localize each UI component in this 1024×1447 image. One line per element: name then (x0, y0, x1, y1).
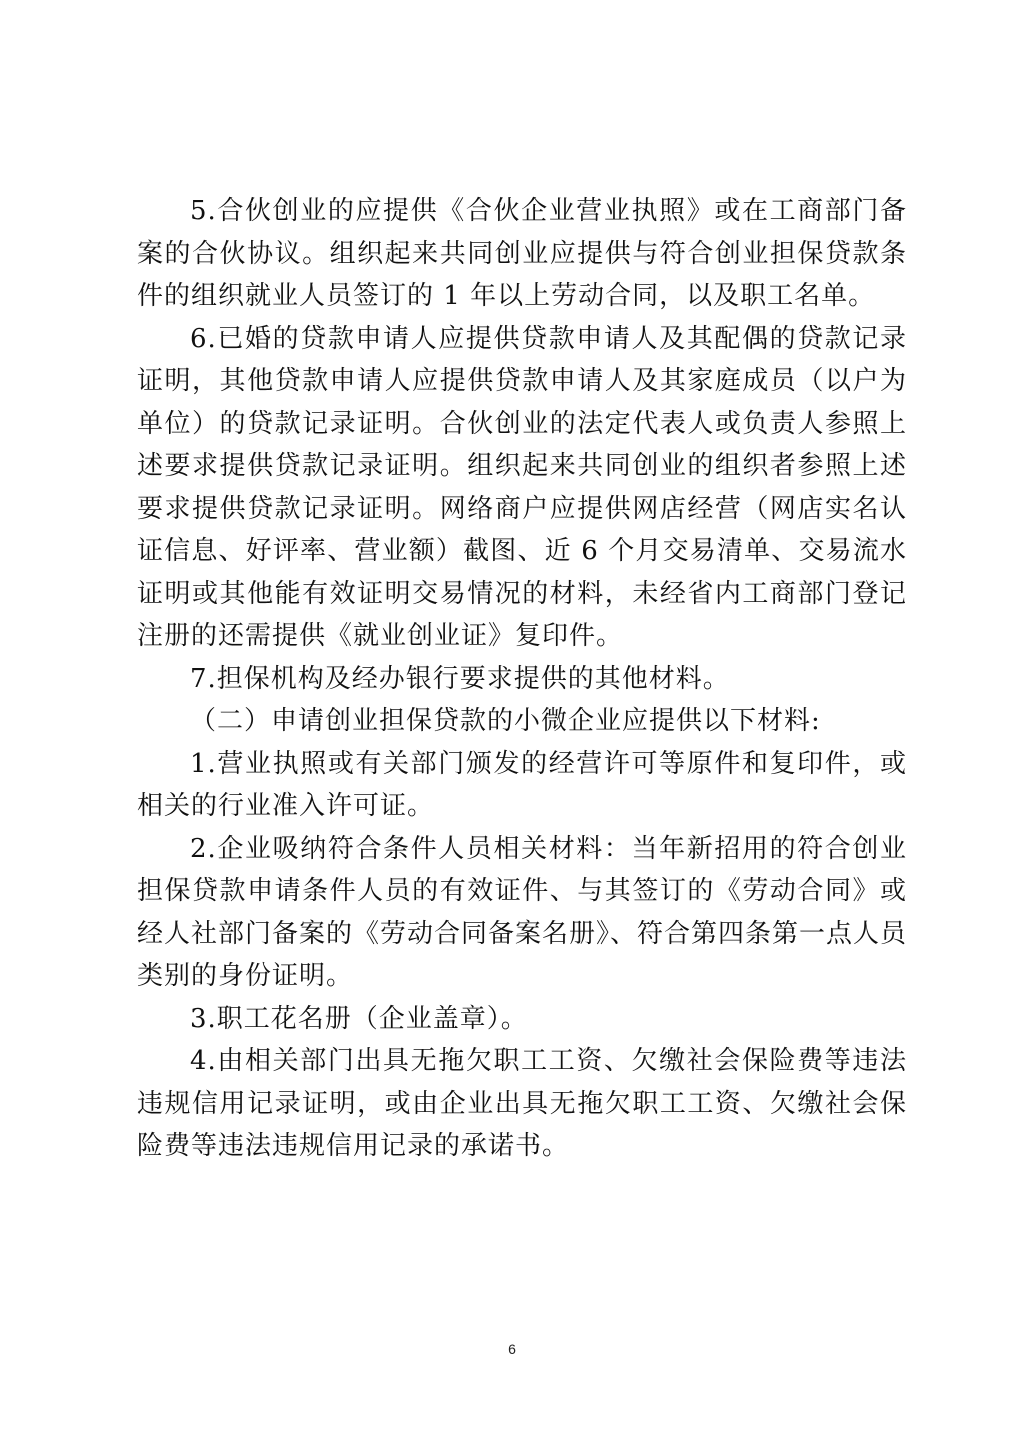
paragraph-item-3: 3.职工花名册（企业盖章）。 (190, 1003, 528, 1034)
paragraph-item-6: 6.已婚的贷款申请人应提供贷款申请人及其配偶的贷款记录证明，其他贷款申请人应提供贷款申请人及其家庭成员（以户为单位）的贷款记录证明。合伙创业的法定代表人或负责人参照上述要求提供贷款记录证明。组织起来共同创业的组织者参照上述要求提供贷款记录证明。网络商户应提供网店经营（网店实名认证信息、好评率、营业额）截图、近 6 个月交易清单、交易流水证明或其他能有效证明交易情况的材料，未经省内工商部门登记注册的还需提供《就业创业证》复印件。 (137, 323, 907, 651)
document-body (137, 190, 907, 1168)
paragraph-item-7: 7.担保机构及经办银行要求提供的其他材料。 (190, 663, 730, 694)
paragraph-item-5: 5.合伙创业的应提供《合伙企业营业执照》或在工商部门备案的合伙协议。组织起来共同创业应提供与符合创业担保贷款条件的组织就业人员签订的 1 年以上劳动合同，以及职工名单。 (137, 196, 907, 311)
page-number: 6 (508, 1341, 516, 1357)
paragraph-item-1: 1.营业执照或有关部门颁发的经营许可等原件和复印件，或相关的行业准入许可证。 (137, 748, 907, 821)
paragraph-item-4: 4.由相关部门出具无拖欠职工工资、欠缴社会保险费等违法违规信用记录证明，或由企业出具无拖欠职工工资、欠缴社会保险费等违法违规信用记录的承诺书。 (137, 1046, 907, 1161)
section-heading-2: （二）申请创业担保贷款的小微企业应提供以下材料: (190, 706, 821, 736)
paragraph-item-2: 2.企业吸纳符合条件人员相关材料：当年新招用的符合创业担保贷款申请条件人员的有效证件、与其签订的《劳动合同》或经人社部门备案的《劳动合同备案名册》、符合第四条第一点人员类别的身份证明。 (137, 833, 908, 991)
